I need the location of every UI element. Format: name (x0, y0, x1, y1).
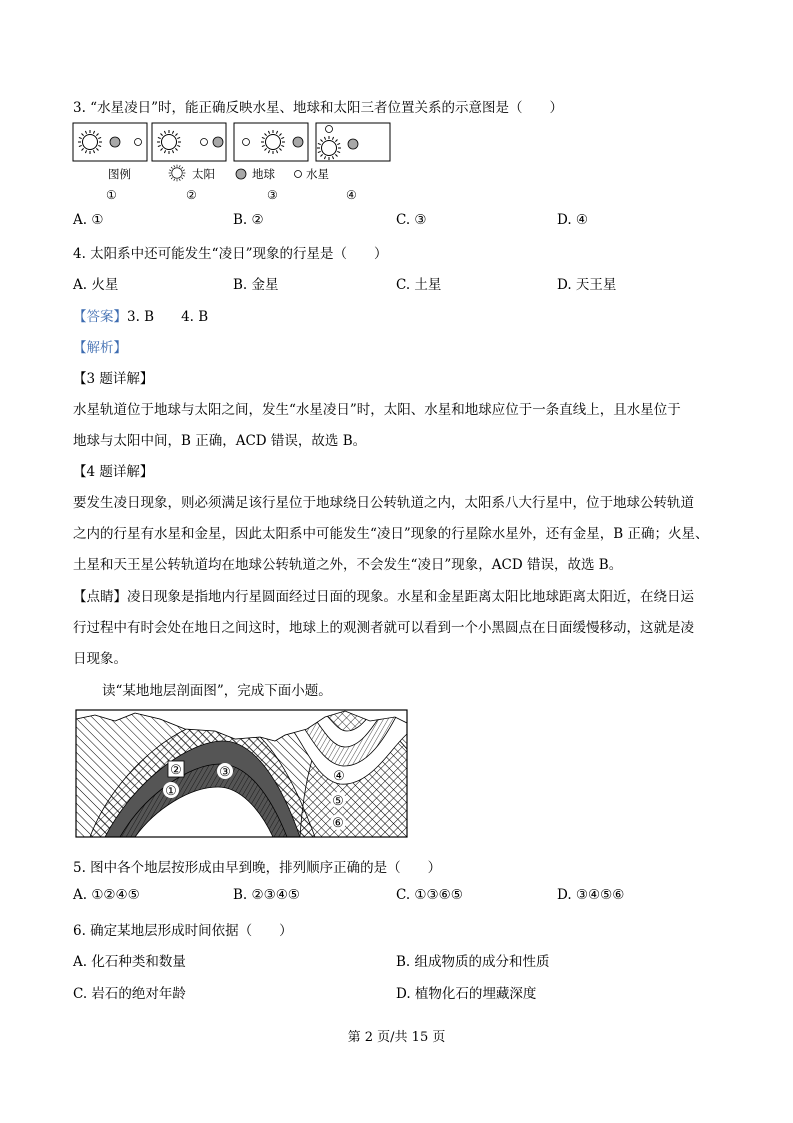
earth-icon (110, 137, 120, 147)
mercury-icon (243, 139, 250, 146)
q4-option-d[interactable]: D. 天王星 (557, 277, 617, 293)
q3-stem: 3. “水星凌日”时，能正确反映水星、地球和太阳三者位置关系的示意图是（ ） (73, 100, 563, 116)
page-footer: 第 2 页/共 15 页 (347, 1030, 446, 1045)
note-text-1: 凌日现象是指地内行星圆面经过日面的现象。水星和金星距离太阳比地球距离太阳近，在绕日运 (127, 589, 694, 605)
detail4-line-2: 之内的行星有水星和金星，因此太阳系中可能发生“凌日”现象的行星除水星外，还有金星，B 正确；火星、 (73, 526, 709, 542)
earth-icon (348, 139, 358, 149)
q3-figure (70, 120, 400, 210)
legend-mercury-label: 水星 (306, 167, 329, 181)
answer-line (73, 305, 208, 325)
answer-label: 【答案】 (73, 309, 127, 325)
panel-label-2: ② (186, 188, 197, 202)
strata-diagram (75, 709, 409, 839)
stratum-label-4: ④ (333, 769, 345, 784)
panel-1 (73, 123, 147, 161)
panel-3 (234, 123, 308, 161)
q4-option-c[interactable]: C. 土星 (396, 277, 442, 293)
note-line-2: 行过程中有时会处在地日之间这时，地球上的观测者就可以看到一个小黑圆点在日面缓慢移动，这就是凌 (73, 620, 694, 636)
legend-mercury-icon (295, 171, 302, 178)
stratum-label-2: ② (170, 763, 182, 778)
detail4-title: 【4 题详解】 (73, 464, 154, 480)
panel-2 (152, 123, 226, 161)
panel-label-1: ① (106, 188, 117, 202)
panel-4 (316, 123, 390, 161)
legend-prefix: 图例 (108, 167, 131, 181)
answer-text: 3. B 4. B (127, 309, 209, 325)
legend-sun-label: 太阳 (192, 167, 215, 181)
q3-option-d[interactable]: D. ④ (557, 212, 589, 228)
q5-option-c[interactable]: C. ①③⑥⑤ (396, 887, 463, 903)
mercury-icon (201, 139, 208, 146)
legend-sun-icon (169, 165, 186, 182)
note-line-3: 日现象。 (73, 651, 127, 667)
detail4-line-1: 要发生凌日现象，则必须满足该行星位于地球绕日公转轨道之内，太阳系八大行星中，位于地球公转轨道 (73, 495, 694, 511)
q6-stem: 6. 确定某地层形成时间依据（ ） (73, 923, 293, 939)
q4-option-a[interactable]: A. 火星 (73, 277, 119, 293)
q5-stem: 5. 图中各个地层按形成由早到晚，排列顺序正确的是（ ） (73, 860, 442, 876)
q3-option-c[interactable]: C. ③ (396, 212, 427, 228)
q5-option-b[interactable]: B. ②③④⑤ (233, 887, 300, 903)
q3-option-a[interactable]: A. ① (73, 212, 104, 228)
mercury-icon (326, 126, 333, 133)
stratum-label-3: ③ (219, 765, 231, 780)
q5-option-d[interactable]: D. ③④⑤⑥ (557, 887, 625, 903)
earth-icon (213, 137, 223, 147)
detail3-line-2: 地球与太阳中间，B 正确，ACD 错误，故选 B。 (73, 433, 367, 449)
q5-option-a[interactable]: A. ①②④⑤ (73, 887, 140, 903)
mercury-icon (135, 139, 142, 146)
detail4-line-3: 土星和天王星公转轨道均在地球公转轨道之外，不会发生“凌日”现象，ACD 错误，故选 B。 (73, 557, 623, 573)
q6-option-d[interactable]: D. 植物化石的埋藏深度 (396, 986, 537, 1002)
earth-icon (293, 137, 303, 147)
q3-option-b[interactable]: B. ② (233, 212, 264, 228)
q6-option-c[interactable]: C. 岩石的绝对年龄 (73, 986, 186, 1002)
section-intro: 读“某地地层剖面图”，完成下面小题。 (102, 683, 332, 699)
legend-earth-label: 地球 (252, 167, 275, 181)
detail3-title: 【3 题详解】 (73, 371, 154, 387)
q4-option-b[interactable]: B. 金星 (233, 277, 279, 293)
panel-label-3: ③ (267, 188, 278, 202)
stratum-label-1: ① (165, 784, 177, 799)
panel-label-4: ④ (346, 188, 357, 202)
stratum-label-6: ⑥ (332, 816, 344, 831)
analysis-label: 【解析】 (73, 340, 127, 356)
detail3-line-1: 水星轨道位于地球与太阳之间，发生“水星凌日”时，太阳、水星和地球应位于一条直线上，且水星位于 (73, 402, 681, 418)
legend-earth-icon (236, 169, 246, 179)
note-label: 【点睛】 (73, 589, 127, 605)
note-line-1 (73, 585, 694, 605)
q6-option-b[interactable]: B. 组成物质的成分和性质 (396, 954, 550, 970)
q4-stem: 4. 太阳系中还可能发生“凌日”现象的行星是（ ） (73, 246, 388, 262)
q6-option-a[interactable]: A. 化石种类和数量 (73, 954, 186, 970)
stratum-label-5: ⑤ (332, 794, 344, 809)
